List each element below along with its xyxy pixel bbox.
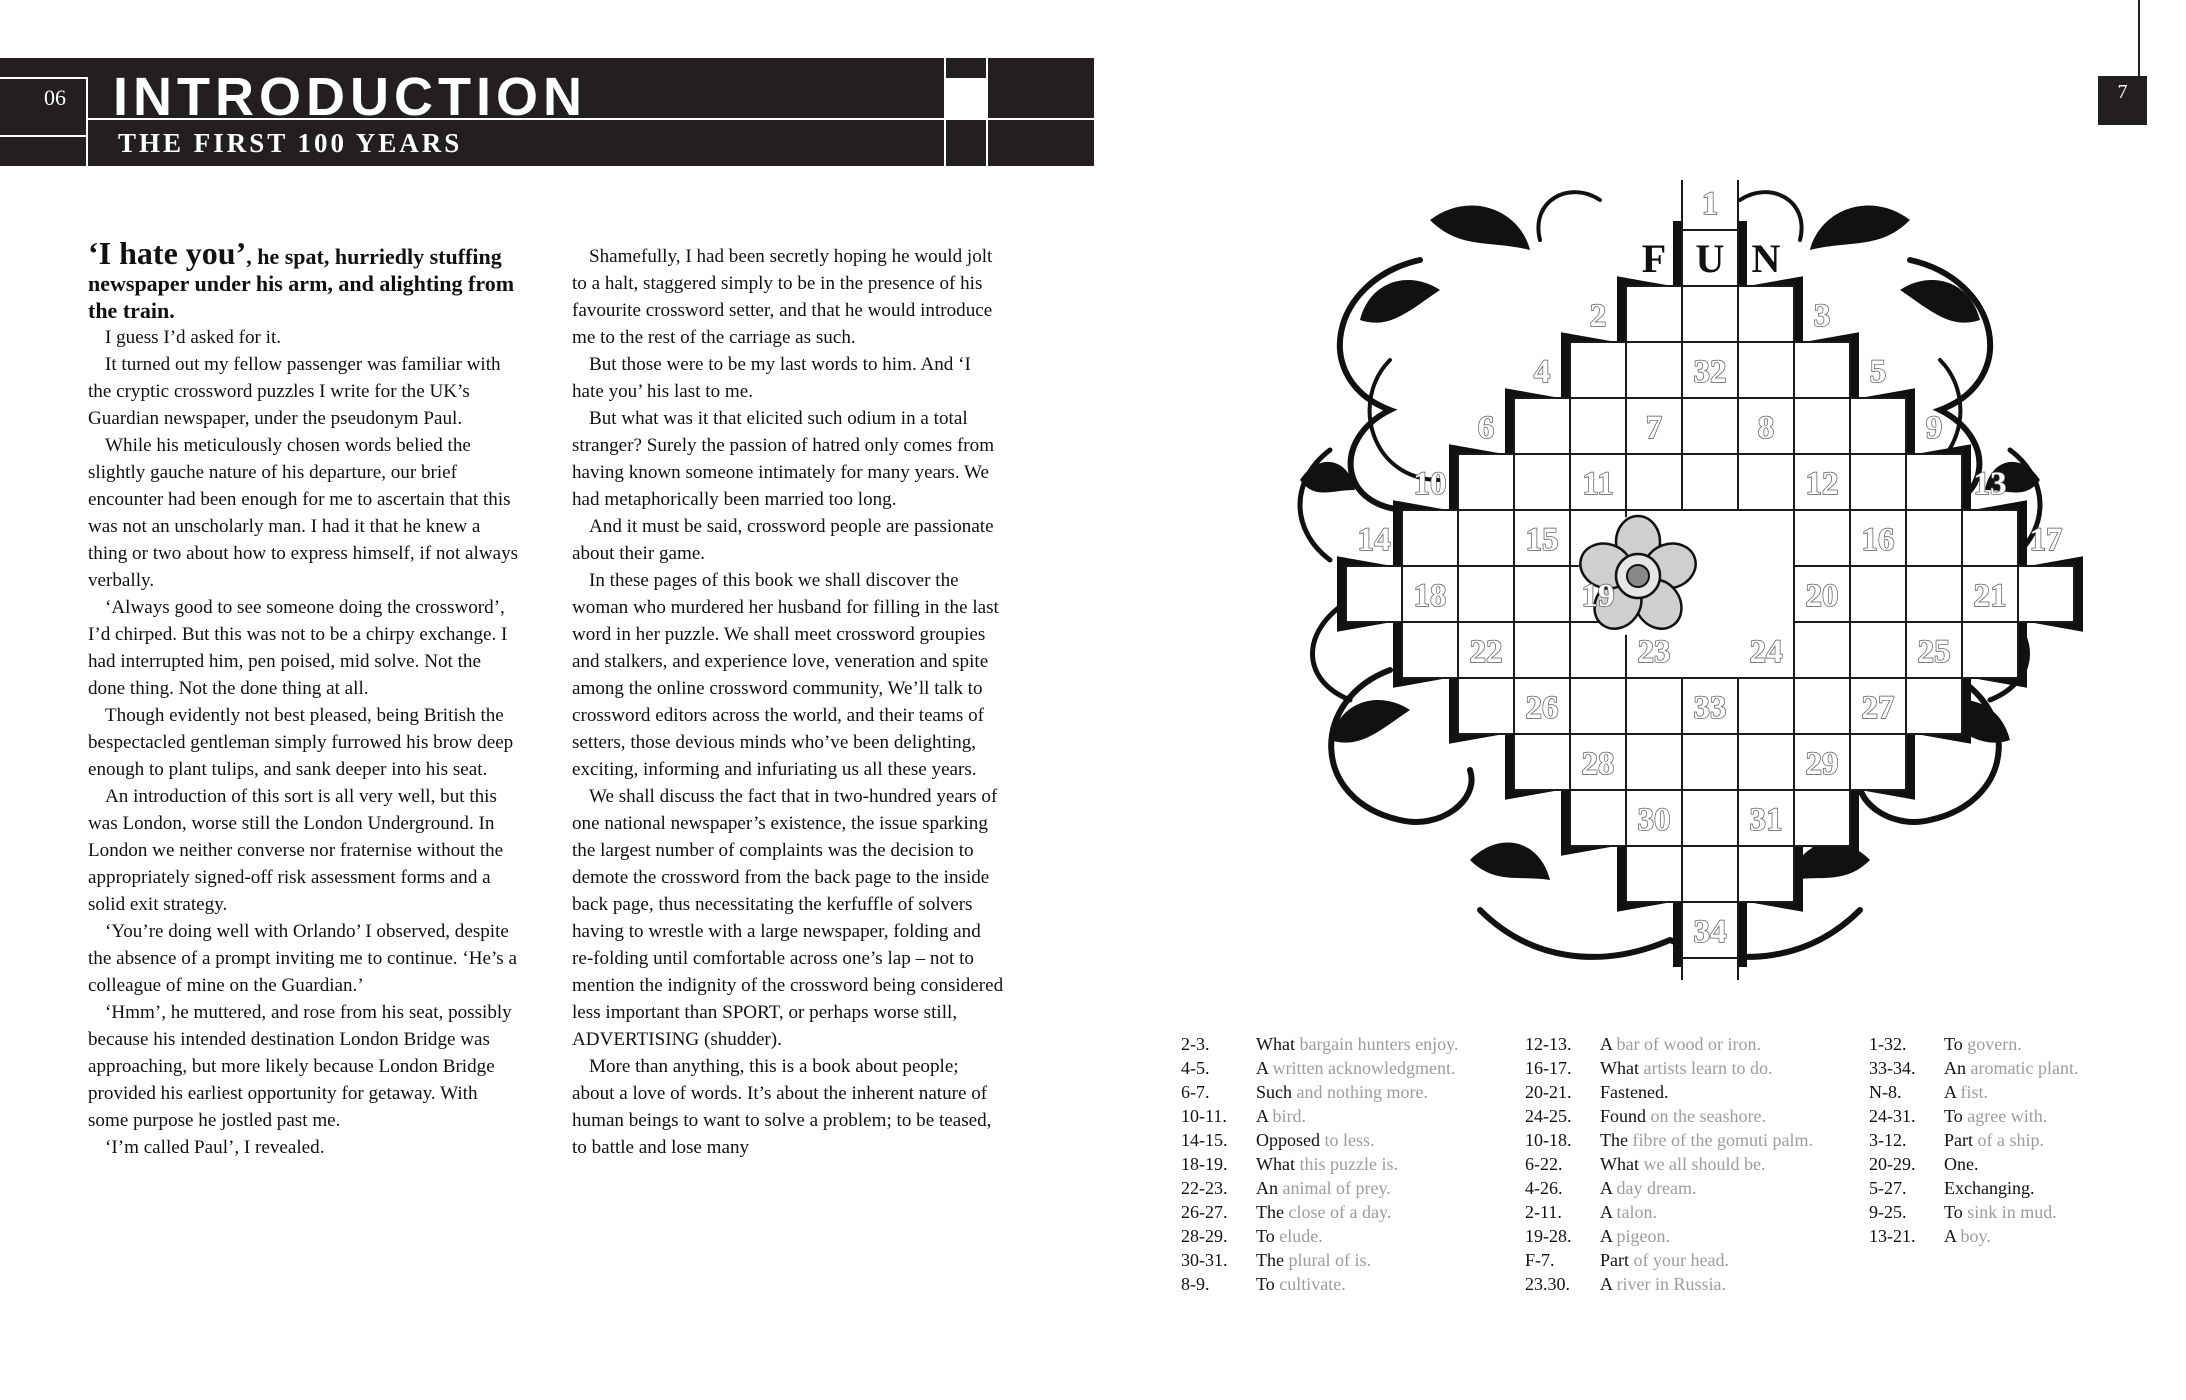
clue-number: 16-17. [1525,1058,1572,1078]
clue-number: 13-21. [1869,1226,1916,1246]
grid-cell [1626,342,1682,398]
body-paragraph: ‘Always good to see someone doing the crossword’, I’d chirped. But this was not to be a chirpy exchange. I had interrupted him, pen poised, mid solve. Not the done thing. Not the done thing at all. [88,597,508,699]
clue-text: Found [1600,1106,1647,1126]
clue-text-faded: plural of is. [1283,1250,1371,1270]
clue-text: What [1600,1154,1639,1174]
body-paragraph: We shall discuss the fact that in two-hundred years of one national newspaper’s existence, the issue sparking the largest number of complaints was the decision to demote the crossword from the back page to the inside back page, thus necessitating the kerfuffle of solvers having to wrestle with a large newspaper, folding and re-folding until comfortable across one’s lap – not to mention the indignity of the crossword being considered less important than SPORT, or perhaps worse still, ADVERTISING (shudder). [572,786,1004,1050]
clue-text: An [1256,1178,1278,1198]
text-column-1 [88,235,520,1161]
grid-cell [1514,622,1570,678]
grid-cell [1738,454,1794,510]
clue-text: A [1600,1202,1613,1222]
grid-cell [1682,734,1738,790]
clue-text: What [1600,1058,1639,1078]
grid-cell [1570,342,1626,398]
clue-text-faded: close of a day. [1283,1202,1392,1222]
grid-number: 30 [1637,802,1671,838]
clue-number: F-7. [1525,1250,1555,1270]
header-rule [0,135,88,137]
body-paragraph: In these pages of this book we shall discover the woman who murdered her husband for filling in the last word in her puzzle. We shall meet crossword groupies and stalkers, and experience love, veneration and spite among the online crossword community, We’ll talk to crossword editors across the world, and their teams of setters, those devious minds who’ve been delighting, exciting, informing and infuriating us all these years. [572,570,999,780]
grid-cell [1682,286,1738,342]
grid-cell [1738,734,1794,790]
grid-number: 3 [1813,298,1831,334]
grid-cell [1738,678,1794,734]
clue-item [1525,1200,1657,1224]
grid-number: 25 [1917,634,1951,670]
clue-text-faded: aromatic plant. [1966,1058,2079,1078]
grid-number: 9 [1925,410,1943,446]
clue-item [1181,1272,1346,1296]
clue-text-faded: boy. [1956,1226,1991,1246]
clue-text-faded: written acknowledgment. [1268,1058,1456,1078]
clue-text-faded: of your head. [1629,1250,1729,1270]
body-paragraph: ‘You’re doing well with Orlando’ I observed, despite the absence of a prompt inviting me to continue. ‘He’s a colleague of mine on the Guardian.’ [88,921,517,996]
clue-item [1869,1200,2057,1224]
clue-text-faded: of a ship. [1973,1130,2044,1150]
clue-text-faded: sink in mud. [1962,1202,2057,1222]
body-paragraph: More than anything, this is a book about people; about a love of words. It’s about the inherent nature of human beings to want to solve a problem; to be teased, to battle and lose many [572,1056,992,1158]
clue-text-faded: talon. [1612,1202,1658,1222]
grid-cell [1514,566,1570,622]
clue-number: 18-19. [1181,1154,1228,1174]
grid-cell [1346,566,1402,622]
grid-number: 11 [1582,466,1614,502]
clue-text: An [1944,1058,1966,1078]
clue-text: Opposed [1256,1130,1320,1150]
grid-cell [1906,454,1962,510]
clue-item [1181,1032,1458,1056]
page-number-right: 7 [2098,76,2147,125]
body-paragraph: An introduction of this sort is all very well, but this was London, worse still the London Underground. In London we neither converse nor fraternise without the appropriately signed-off risk assessment forms and a solid exit strategy. [88,786,504,915]
clue-text: To [1944,1034,1963,1054]
clue-text-faded: animal of prey. [1278,1178,1391,1198]
body-paragraph: And it must be said, crossword people are passionate about their game. [572,516,994,564]
body-paragraph: ‘Hmm’, he muttered, and rose from his seat, possibly because his intended destination London Bridge was approaching, but more likely because London Bridge provided his earliest opportunity for getaway. With some purpose he jostled past me. [88,1002,512,1131]
grid-number: 24 [1749,634,1783,670]
header-square [946,78,986,118]
grid-cell [1794,342,1850,398]
clue-text: To [1256,1226,1275,1246]
body-paragraph: Shamefully, I had been secretly hoping he would jolt to a halt, staggered simply to be in the presence of his favourite crossword setter, and that he would introduce me to the rest of the carriage as such. [572,246,993,348]
clue-text: Fastened. [1600,1082,1669,1102]
grid-number: 8 [1757,410,1775,446]
grid-number: 7 [1645,410,1663,446]
grid-cell [1906,678,1962,734]
fun-letters [1642,236,1781,281]
clue-text: The [1600,1130,1628,1150]
grid-cell [1514,734,1570,790]
clue-text-faded: pigeon. [1612,1226,1671,1246]
clue-text-faded: to less. [1320,1130,1375,1150]
clue-number: 12-13. [1525,1034,1572,1054]
grid-number: 10 [1413,466,1447,502]
clue-text: A [1600,1274,1613,1294]
body-paragraph: I guess I’d asked for it. [105,327,282,348]
clue-number: 10-18. [1525,1130,1572,1150]
grid-cell [1850,734,1906,790]
clue-item [1181,1200,1391,1224]
grid-cell [1850,454,1906,510]
clue-text: Such [1256,1082,1292,1102]
grid-cell [1962,622,2018,678]
grid-cell [1794,790,1850,846]
grid-cell [1738,846,1794,902]
clue-text-faded: and nothing more. [1292,1082,1428,1102]
clue-text-faded: bargain hunters enjoy. [1294,1034,1459,1054]
clue-number: 5-27. [1869,1178,1907,1198]
page-number-left: 06 [44,85,66,110]
clue-text-faded: govern. [1962,1034,2022,1054]
clue-text-faded: river in Russia. [1612,1274,1727,1294]
clue-number: 24-25. [1525,1106,1572,1126]
grid-cell [1570,790,1626,846]
grid-number: 6 [1477,410,1495,446]
clue-number: 20-21. [1525,1082,1572,1102]
clue-number: 6-7. [1181,1082,1210,1102]
fun-letter: F [1641,236,1667,281]
grid-cell [1626,846,1682,902]
grid-cell [1962,510,2018,566]
grid-number: 17 [2029,522,2063,558]
grid-cell [1682,398,1738,454]
grid-cell [1682,958,1738,980]
clue-number: 19-28. [1525,1226,1572,1246]
clue-item [1869,1128,2044,1152]
grid-number: 13 [1973,466,2007,502]
clue-text-faded: day dream. [1612,1178,1697,1198]
grid-number: 20 [1805,578,1839,614]
clue-text: Part [1600,1250,1629,1270]
grid-cell [1626,454,1682,510]
fun-letter: U [1695,236,1725,281]
clue-text-faded: this puzzle is. [1294,1154,1398,1174]
clue-item [1181,1104,1306,1128]
grid-cell [1682,790,1738,846]
chapter-header [0,58,1094,166]
clue-item [1181,1248,1371,1272]
body-paragraph: While his meticulously chosen words belied the slightly gauche nature of his departure, our brief encounter had been enough for me to ascertain that this was not an unscholarly man. I had it that he knew a thing or two about how to express himself, if not always verbally. [88,435,519,591]
clue-text: The [1256,1250,1284,1270]
clue-number: 2-11. [1525,1202,1562,1222]
grid-cell [1738,286,1794,342]
grid-number: 16 [1861,522,1895,558]
clue-item [1525,1056,1772,1080]
page-subtitle: THE FIRST 100 YEARS [118,128,463,158]
grid-cell [1626,286,1682,342]
grid-cell [1850,566,1906,622]
grid-cell [1794,678,1850,734]
crossword-puzzle-figure [1270,180,2130,980]
grid-cell [1458,678,1514,734]
clue-item [1525,1248,1729,1272]
grid-number: 34 [1693,914,1727,950]
grid-number: 29 [1805,746,1839,782]
grid-cell [1682,454,1738,510]
clue-number: 22-23. [1181,1178,1228,1198]
grid-cell [1738,342,1794,398]
lead-quote: ‘I hate you’ [88,235,247,271]
clue-text-faded: we all should be. [1638,1154,1766,1174]
grid-cell [1570,398,1626,454]
grid-number: 14 [1357,522,1391,558]
clue-text-faded: fibre of the gomuti palm. [1627,1130,1813,1150]
clue-number: 23.30. [1525,1274,1570,1294]
body-paragraph: ‘I’m called Paul’, I revealed. [105,1137,325,1158]
clue-number: 8-9. [1181,1274,1210,1294]
clue-number: 30-31. [1181,1250,1228,1270]
clue-number: 3-12. [1869,1130,1907,1150]
grid-cell [1570,678,1626,734]
clue-item [1525,1032,1761,1056]
grid-number: 5 [1869,354,1887,390]
clue-text-faded: cultivate. [1274,1274,1346,1294]
header-rule [986,58,988,166]
clue-item [1869,1152,1979,1176]
grid-cell [1458,510,1514,566]
clue-number: 4-5. [1181,1058,1210,1078]
grid-cell [2018,566,2074,622]
clue-number: 4-26. [1525,1178,1563,1198]
grid-number: 19 [1581,578,1615,614]
grid-cell [1626,678,1682,734]
page-title: INTRODUCTION [113,67,587,127]
body-paragraph: Though evidently not best pleased, being British the bespectacled gentleman simply furrowed his brow deep enough to plant tulips, and sank deeper into his seat. [88,705,514,780]
clue-number: 1-32. [1869,1034,1907,1054]
clue-text: Part [1944,1130,1973,1150]
clue-text: A [1256,1058,1269,1078]
clue-text: What [1256,1154,1295,1174]
grid-cell [1906,566,1962,622]
clue-item [1181,1056,1455,1080]
clue-number: 6-22. [1525,1154,1563,1174]
clue-text: A [1944,1226,1957,1246]
text-column-2 [572,243,1004,1161]
clue-number: N-8. [1869,1082,1902,1102]
grid-cell [1850,398,1906,454]
clue-item [1525,1152,1765,1176]
grid-cell [1402,510,1458,566]
clue-item [1525,1176,1696,1200]
clue-item [1181,1128,1375,1152]
clue-item [1869,1032,2022,1056]
clue-text: A [1600,1034,1613,1054]
grid-number: 4 [1533,354,1551,390]
clue-number: 28-29. [1181,1226,1228,1246]
grid-number: 1 [1701,186,1719,222]
grid-cell [1794,510,1850,566]
lead-paragraph [88,235,520,324]
grid-cell [1514,454,1570,510]
clue-text-faded: bird. [1268,1106,1307,1126]
clue-number: 14-15. [1181,1130,1228,1150]
body-paragraph: But those were to be my last words to him. And ‘I hate you’ his last to me. [572,354,971,402]
clue-item [1869,1080,1988,1104]
clue-text: One. [1944,1154,1979,1174]
grid-cell [1514,398,1570,454]
grid-number: 15 [1525,522,1559,558]
clue-text: The [1256,1202,1284,1222]
clue-item [1525,1272,1726,1296]
grid-number: 27 [1861,690,1895,726]
clue-item [1525,1224,1670,1248]
grid-cell [1458,566,1514,622]
grid-number: 23 [1637,634,1671,670]
grid-cell [1850,622,1906,678]
clue-item [1525,1128,1813,1152]
clue-item [1869,1056,2078,1080]
body-paragraph: It turned out my fellow passenger was familiar with the cryptic crossword puzzles I write for the UK’s Guardian newspaper, under the pseudonym Paul. [88,354,501,429]
clue-text: A [1944,1082,1957,1102]
corner-rule [2138,0,2140,76]
grid-number: 21 [1973,578,2007,614]
clue-number: 9-25. [1869,1202,1907,1222]
clue-item [1181,1152,1398,1176]
clue-item [1181,1080,1428,1104]
grid-number: 12 [1805,466,1839,502]
grid-number: 28 [1581,746,1615,782]
clue-text-faded: agree with. [1962,1106,2048,1126]
grid-number: 31 [1749,802,1783,838]
clue-number: 24-31. [1869,1106,1916,1126]
grid-number: 2 [1589,298,1607,334]
grid-cell [1458,454,1514,510]
grid-cell [1794,398,1850,454]
grid-number: 18 [1413,578,1447,614]
clue-text-faded: on the seashore. [1646,1106,1766,1126]
clue-text: To [1944,1202,1963,1222]
grid-number: 26 [1525,690,1559,726]
grid-number: 32 [1693,354,1727,390]
clue-number: 33-34. [1869,1058,1916,1078]
clue-item [1181,1176,1391,1200]
clue-text: A [1600,1226,1613,1246]
clue-number: 20-29. [1869,1154,1916,1174]
clue-item [1525,1080,1668,1104]
clue-item [1869,1176,2034,1200]
clue-text-faded: bar of wood or iron. [1612,1034,1761,1054]
grid-cell [1794,622,1850,678]
grid-number: 33 [1693,690,1727,726]
clue-text: Exchanging. [1944,1178,2035,1198]
clue-text: To [1944,1106,1963,1126]
clue-text: A [1256,1106,1269,1126]
grid-cell [1402,622,1458,678]
clue-text: What [1256,1034,1295,1054]
grid-cell [1906,510,1962,566]
clue-number: 26-27. [1181,1202,1228,1222]
clue-text: A [1600,1178,1613,1198]
grid-number: 22 [1469,634,1503,670]
clue-item [1869,1104,2047,1128]
body-paragraph: But what was it that elicited such odium in a total stranger? Surely the passion of hatred only comes from having known someone intimately for many years. We had metaphorically been married too long. [572,408,995,510]
clue-text-faded: fist. [1956,1082,1989,1102]
grid-cell [1682,846,1738,902]
clue-text-faded: artists learn to do. [1638,1058,1773,1078]
clue-number: 2-3. [1181,1034,1210,1054]
clue-text-faded: elude. [1274,1226,1323,1246]
clue-item [1525,1104,1766,1128]
clue-item [1869,1224,1991,1248]
lead-rest: , he spat, hurriedly stuffing newspaper under his arm, and alighting from the train. [88,244,515,323]
grid-cell [1626,734,1682,790]
clue-item [1181,1224,1323,1248]
clue-text: To [1256,1274,1275,1294]
fun-letter: N [1751,236,1781,281]
clue-number: 10-11. [1181,1106,1227,1126]
clue-list [1181,1032,2141,1342]
